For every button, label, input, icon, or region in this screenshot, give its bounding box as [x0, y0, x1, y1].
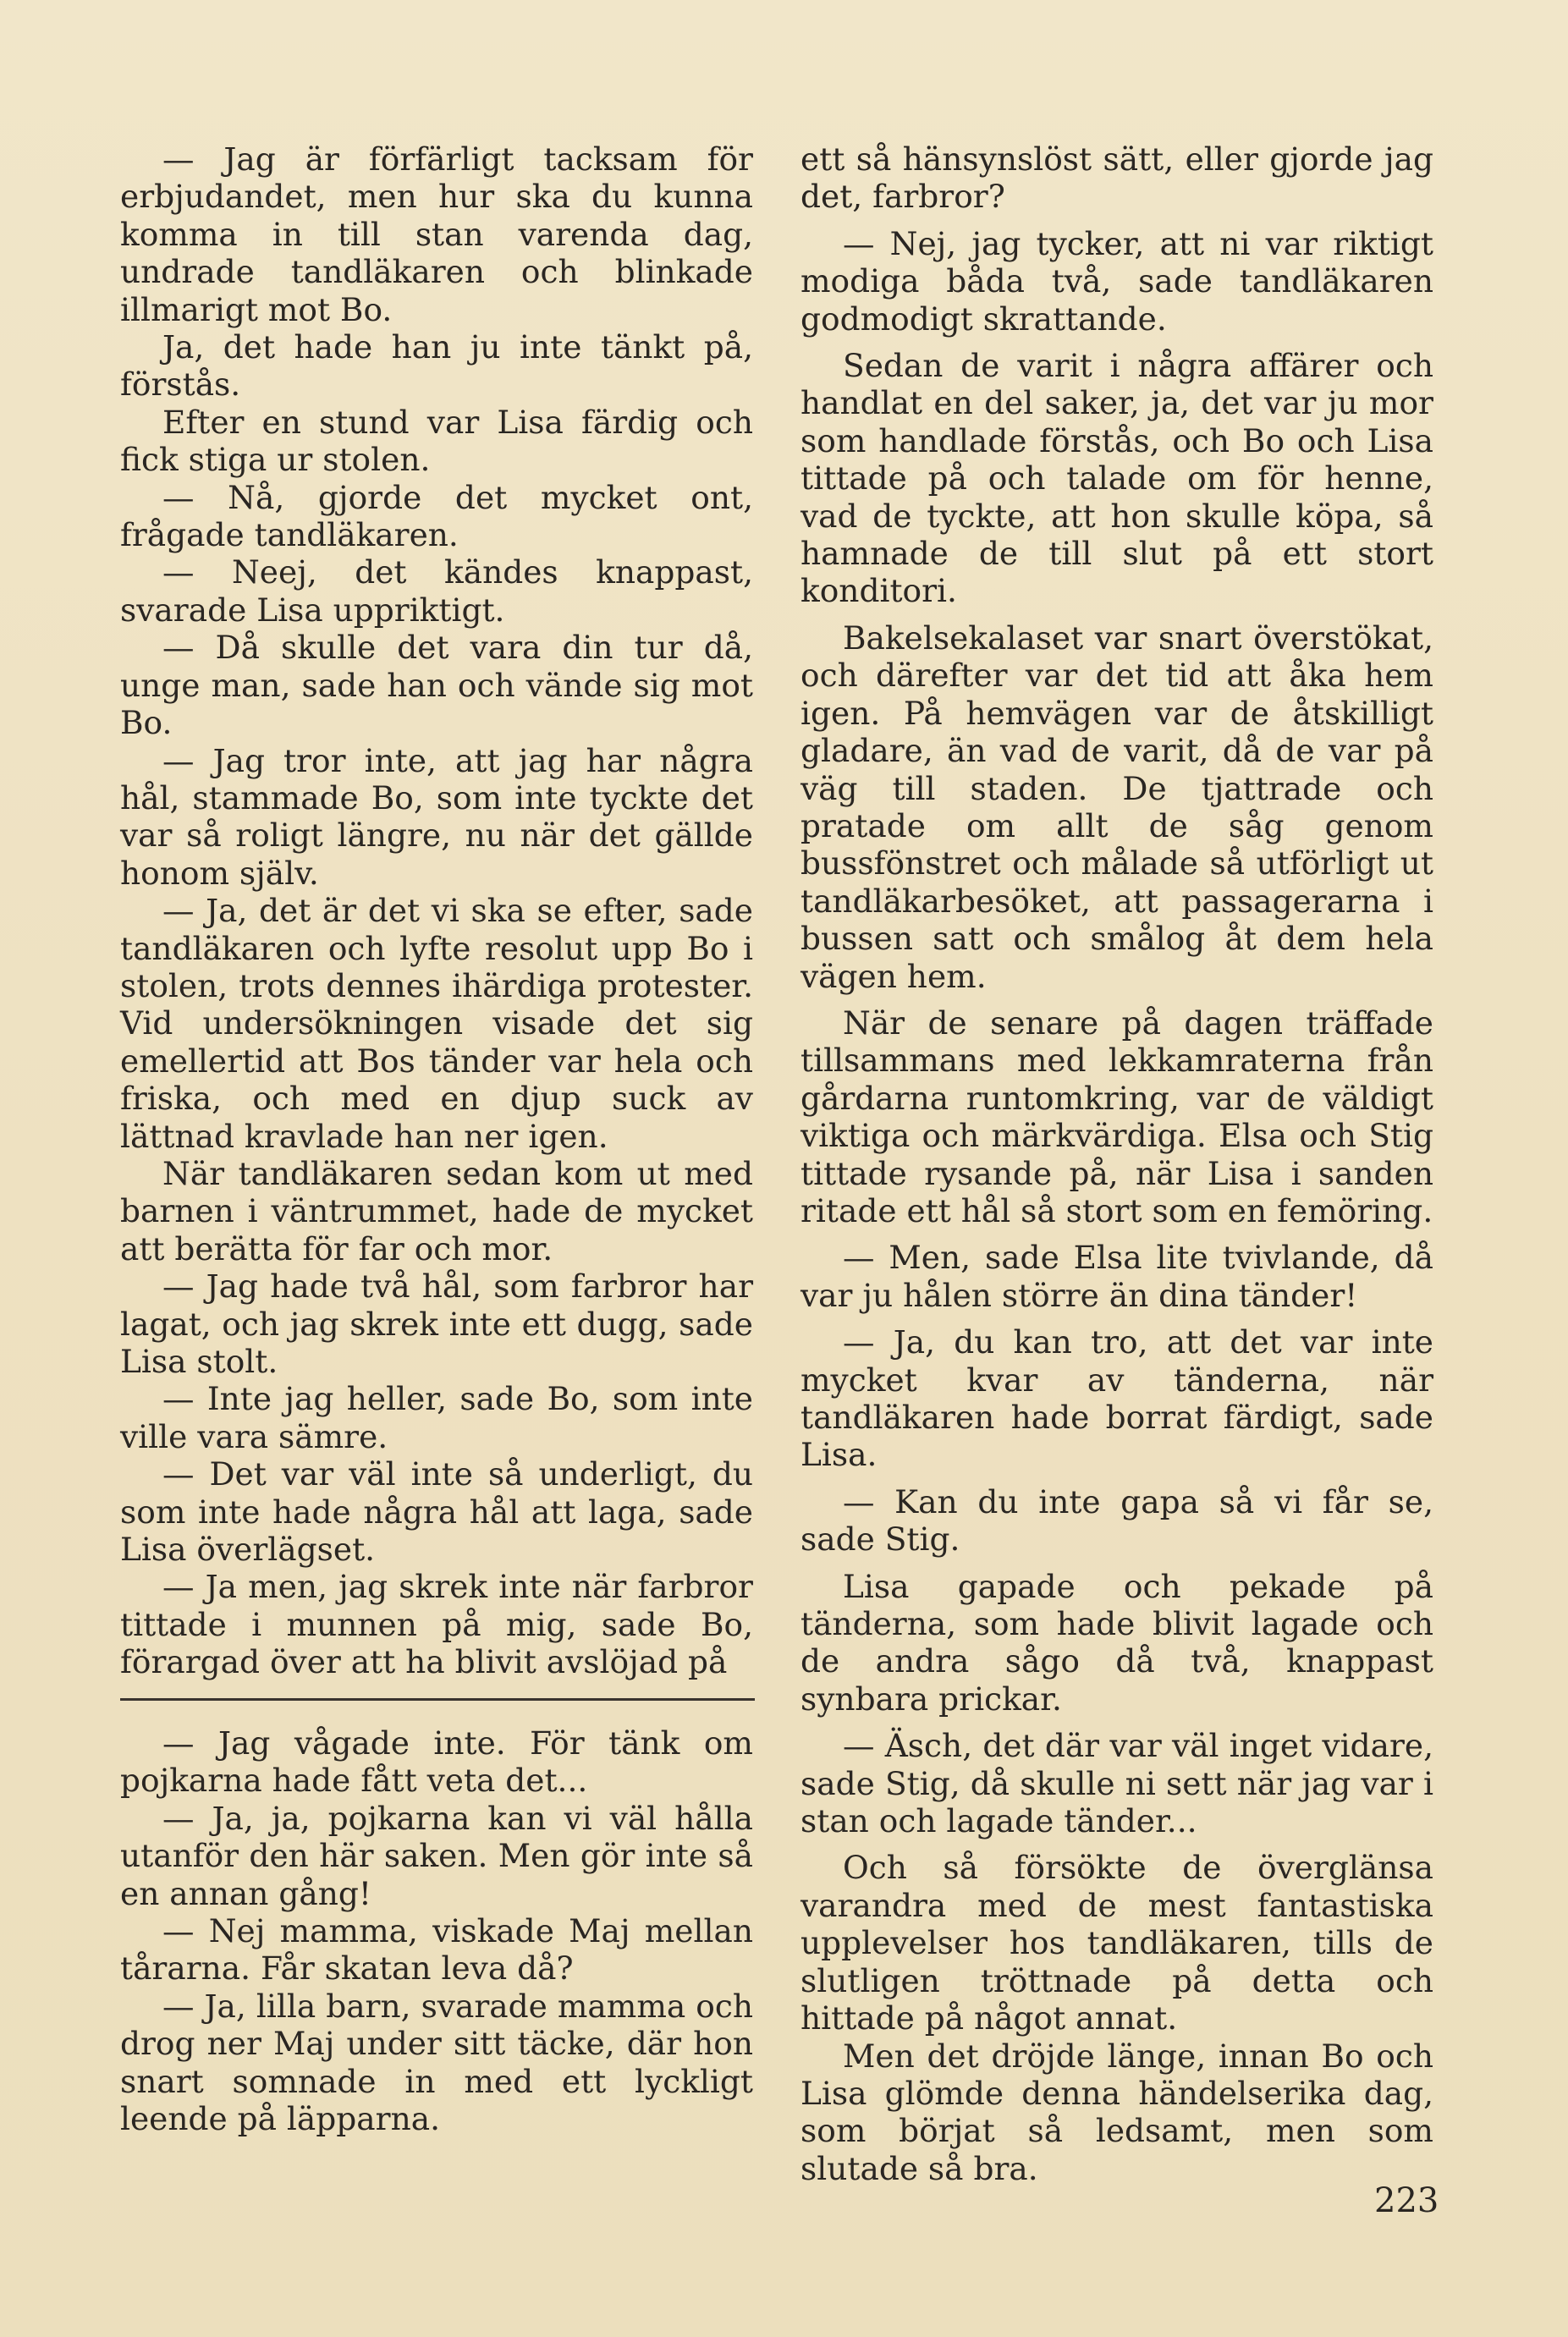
paragraph: Bakelsekalaset var snart överstökat, och därefter var det tid att åka hem igen. På hemvägen var de åtskilligt gladare, än vad de varit, då de var på väg till staden. De tjattrade och pratade om allt de såg genom bussfönstret och målade så utförligt ut tandläkarbesöket, att passagerarna i bussen satt och smålog åt dem hela vägen hem.	[801, 619, 1433, 995]
paragraph: — Jag vågade inte. För tänk om pojkarna hade fått veta det...	[120, 1724, 753, 1800]
paragraph: — Inte jag heller, sade Bo, som inte ville vara sämre.	[120, 1380, 753, 1455]
paragraph: — Äsch, det där var väl inget vidare, sade Stig, då skulle ni sett när jag var i stan och lagade tänder...	[801, 1727, 1433, 1840]
page-number: 223	[1374, 2181, 1439, 2220]
section-divider	[120, 1698, 755, 1701]
paragraph: — Ja, ja, pojkarna kan vi väl hålla utanför den här saken. Men gör inte så en annan gång!	[120, 1799, 753, 1912]
paragraph: — Jag hade två hål, som farbror har lagat, och jag skrek inte ett dugg, sade Lisa stolt.	[120, 1267, 753, 1380]
left-column-bottom	[120, 1724, 753, 2137]
paragraph: — Då skulle det vara din tur då, unge man, sade han och vände sig mot Bo.	[120, 629, 753, 742]
paragraph: — Ja, det är det vi ska se efter, sade tandläkaren och lyfte resolut upp Bo i stolen, trots dennes ihärdiga protester. Vid undersökningen visade det sig emellertid att Bos tänder var hela och friska, och med en djup suck av lättnad kravlade han ner igen.	[120, 892, 753, 1155]
paragraph: Men det dröjde länge, innan Bo och Lisa glömde denna händelserika dag, som börjat så ledsamt, men som slutade så bra.	[801, 2037, 1433, 2187]
paragraph: Efter en stund var Lisa färdig och fick stiga ur stolen.	[120, 403, 753, 479]
paragraph: — Nå, gjorde det mycket ont, frågade tandläkaren.	[120, 478, 753, 554]
paragraph: — Ja, lilla barn, svarade mamma och drog ner Maj under sitt täcke, där hon snart somnade in med ett lyckligt leende på läpparna.	[120, 1987, 753, 2138]
paragraph: ett så hänsynslöst sätt, eller gjorde jag det, farbror?	[801, 140, 1433, 216]
paragraph: — Ja men, jag skrek inte när farbror tittade i munnen på mig, sade Bo, förargad över att ha blivit avslöjad på	[120, 1568, 753, 1681]
paragraph: — Men, sade Elsa lite tvivlande, då var ju hålen större än dina tänder!	[801, 1239, 1433, 1314]
paragraph: Ja, det hade han ju inte tänkt på, förstås.	[120, 328, 753, 404]
right-column	[801, 140, 1433, 2187]
paragraph: — Ja, du kan tro, att det var inte mycket kvar av tänderna, när tandläkaren hade borrat färdigt, sade Lisa.	[801, 1323, 1433, 1474]
paragraph: — Det var väl inte så underligt, du som inte hade några hål att laga, sade Lisa överlägset.	[120, 1455, 753, 1569]
paragraph: När tandläkaren sedan kom ut med barnen i väntrummet, hade de mycket att berätta för far och mor.	[120, 1154, 753, 1267]
paragraph: När de senare på dagen träffade tillsammans med lekkamraterna från gårdarna runtomkring, var de väldigt viktiga och märkvärdiga. Elsa och Stig tittade rysande på, när Lisa i sanden ritade ett hål så stort som en femöring.	[801, 1004, 1433, 1229]
paragraph: — Nej, jag tycker, att ni var riktigt modiga båda två, sade tandläkaren godmodigt skrattande.	[801, 224, 1433, 338]
paragraph: Sedan de varit i några affärer och handlat en del saker, ja, det var ju mor som handlade förstås, och Bo och Lisa tittade på och talade om för henne, vad de tyckte, att hon skulle köpa, så hamnade de till slut på ett stort konditori.	[801, 347, 1433, 610]
paragraph: — Jag är förfärligt tacksam för erbjudandet, men hur ska du kunna komma in till stan varenda dag, undrade tandläkaren och blinkade illmarigt mot Bo.	[120, 140, 753, 328]
paragraph: — Kan du inte gapa så vi får se, sade Stig.	[801, 1482, 1433, 1559]
left-column-top	[120, 140, 753, 1681]
paragraph: — Jag tror inte, att jag har några hål, stammade Bo, som inte tyckte det var så roligt längre, nu när det gällde honom själv.	[120, 741, 753, 892]
paragraph: Lisa gapade och pekade på tänderna, som hade blivit lagade och de andra sågo då två, knappast synbara prickar.	[801, 1567, 1433, 1718]
paragraph: — Neej, det kändes knappast, svarade Lisa uppriktigt.	[120, 553, 753, 629]
paragraph: Och så försökte de överglänsa varandra med de mest fantastiska upplevelser hos tandläkaren, tills de slutligen tröttnade på detta och hittade på något annat.	[801, 1849, 1433, 2037]
paragraph: — Nej mamma, viskade Maj mellan tårarna. Får skatan leva då?	[120, 1912, 753, 1988]
